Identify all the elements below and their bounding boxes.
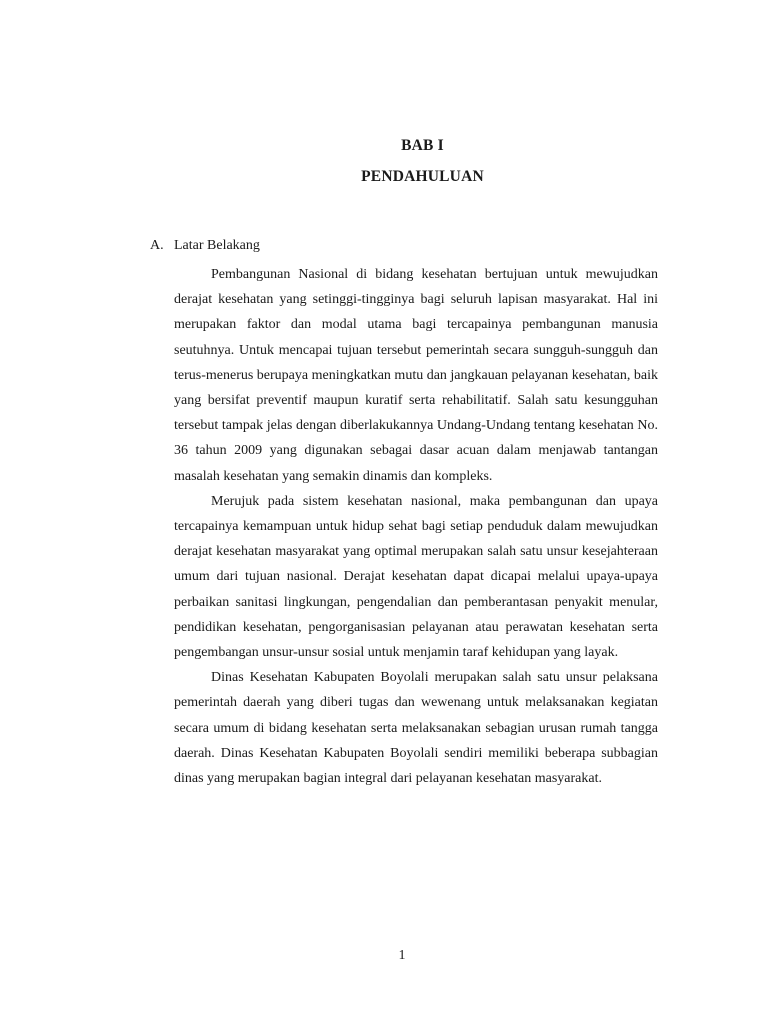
- chapter-heading: BAB I: [401, 137, 444, 154]
- body-text: [174, 262, 658, 791]
- paragraph-1: Pembangunan Nasional di bidang kesehatan bertujuan untuk mewujudkan derajat kesehatan yang setinggi-tingginya bagi seluruh lapisan masyarakat. Hal ini merupakan faktor dan modal utama bagi tercapainya pembangunan manusia seutuhnya. Untuk mencapai tujuan tersebut pemerintah secara sungguh-sungguh dan terus-menerus berupaya meningkatkan mutu dan jangkauan pelayanan kesehatan, baik yang bersifat preventif maupun kuratif serta rehabilitatif. Salah satu kesungguhan tersebut tampak jelas dengan diberlakukannya Undang-Undang tentang kesehatan No. 36 tahun 2009 yang digunakan sebagai dasar acuan dalam menjawab tantangan masalah kesehatan yang semakin dinamis dan kompleks.: [174, 267, 658, 484]
- page-number: 1: [398, 948, 406, 963]
- section-marker: A.: [150, 238, 164, 253]
- section-title: Latar Belakang: [174, 238, 260, 253]
- paragraph-3: Dinas Kesehatan Kabupaten Boyolali merupakan salah satu unsur pelaksana pemerintah daerah yang diberi tugas dan wewenang untuk melaksanakan kegiatan secara umum di bidang kesehatan serta melaksanakan sebagian urusan rumah tangga daerah. Dinas Kesehatan Kabupaten Boyolali sendiri memiliki beberapa subbagian dinas yang merupakan bagian integral dari pelayanan kesehatan masyarakat.: [174, 670, 658, 787]
- chapter-title: PENDAHULUAN: [361, 168, 484, 185]
- paragraph-2: Merujuk pada sistem kesehatan nasional, maka pembangunan dan upaya tercapainya kemampuan untuk hidup sehat bagi setiap penduduk dalam mewujudkan derajat kesehatan masyarakat yang optimal merupakan salah satu unsur kesejahteraan umum dari tujuan nasional. Derajat kesehatan dapat dicapai melalui upaya-upaya perbaikan sanitasi lingkungan, pengendalian dan pemberantasan penyakit menular, pendidikan kesehatan, pengorganisasian pelayanan atau perawatan kesehatan serta pengembangan unsur-unsur sosial untuk menjamin taraf kehidupan yang layak.: [174, 493, 658, 661]
- section-heading: [150, 236, 260, 256]
